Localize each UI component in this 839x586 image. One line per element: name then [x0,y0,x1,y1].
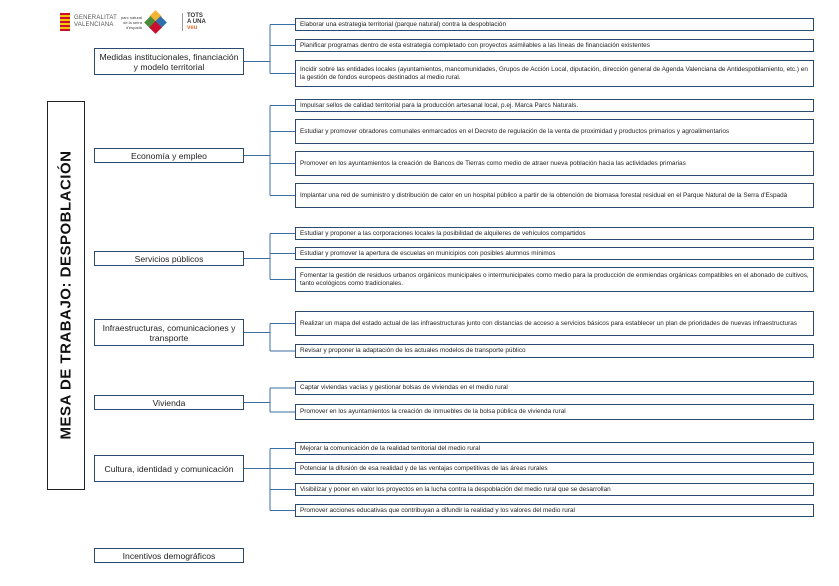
action-item-text: Captar viviendas vacías y gestionar bolsas de viviendas en el medio rural [300,384,508,392]
generalitat-logo [60,10,117,34]
action-item [295,39,814,52]
action-item [295,247,814,260]
action-item-text: Realizar un mapa del estado actual de las infraestructuras junto con distancias de acceso a servicios básicos para establecer un plan de prioridades de nuevas infraestructuras [300,319,797,327]
category-label: Medidas institucionales, financiación y modelo territorial [99,51,239,72]
action-item-text: Mejorar la comunicación de la realidad territorial del medio rural [300,444,481,452]
action-item-text: Impulsar sellos de calidad territorial para la producción artesanal local, p.ej. Marca Parcs Naturals. [300,101,579,109]
action-item-text: Planificar programas dentro de esta estrategia completado con proyectos asimilables a las líneas de financiación existentes [300,41,650,49]
category-box-medidas [94,48,244,75]
category-label: Cultura, identidad y comunicación [104,463,234,474]
category-box-incentivos [94,548,244,563]
action-item-text: Elaborar una estrategia territorial (parque natural) contra la despoblación [300,20,507,28]
action-item [295,119,814,144]
action-item [295,18,814,31]
action-item-text: Promover acciones educativas que contribuyan a difundir la realidad y los valores del medio rural [300,506,575,514]
tots-line2: A UNA [187,19,206,25]
action-item [295,183,814,208]
category-box-economia [94,148,244,163]
action-item [295,267,814,292]
vertical-title: MESA DE TRABAJO: DESPOBLACIÓN [57,150,75,440]
parc-natural-emblem-icon [145,11,167,33]
action-item [295,381,814,395]
parc-line1: parc natural [120,14,142,20]
action-item-text: Estudiar y proponer a las corporaciones locales la posibilidad de alquileres de vehículos compartidos [300,229,586,237]
action-item-text: Promover en los ayuntamientos la creación de Bancos de Tierras como medio de atraer nueva población hacia las actividades primarias [300,159,686,167]
category-box-infraestructuras [94,319,244,346]
generalitat-flag-icon [60,13,70,31]
action-item [295,462,814,475]
tots-a-una-veu-logo [182,10,206,34]
action-item [295,483,814,496]
action-item [295,442,814,455]
generalitat-line2: VALENCIANA [74,22,114,28]
action-item-text: Incidir sobre las entidades locales (ayuntamientos, mancomunidades, Grupos de Acción Local, diputación, dirección general de Agenda Valenciana de Antidespoblamiento, etc.) en la gestión de fondos europeos destinados al medio rural. [300,66,808,81]
category-label: Servicios públicos [134,253,204,264]
action-item-text: Implantar una red de suministro y distribución de calor en un hospital público a partir de la obtención de biomasa forestal residual en el Parque Natural de la Serra d'Espadà [300,191,788,199]
action-item [295,227,814,240]
parc-line2: de la serra [123,19,142,25]
generalitat-line1: GENERALITAT [74,15,117,21]
action-item [295,344,814,358]
action-item-text: Revisar y proponer la adaptación de los actuales modelos de transporte público [300,347,526,355]
tots-line3: veu [187,25,198,31]
action-item [295,151,814,176]
action-item [295,404,814,420]
action-item-text: Promover en los ayuntamientos la creación de inmuebles de la bolsa pública de vivienda rural [300,408,566,416]
tots-line1: TOTS [187,13,203,19]
category-label: Infraestructuras, comunicaciones y transporte [102,322,236,343]
action-item-text: Estudiar y promover obradores comunales enmarcados en el Decreto de regulación de la venta de proximidad y productos primarios y agroalimentarios [300,127,730,135]
parc-natural-logo [120,10,167,34]
action-item [295,311,814,336]
action-item-text: Fomentar la gestión de residuos urbanos orgánicos municipales o intermunicipales como medio para la producción de enmiendas orgánicas compatibles en el abonado de cultivos, tanto ecológicos como tradicionales. [300,272,809,287]
category-label: Economía y empleo [131,150,207,161]
category-box-servicios [94,251,244,266]
parc-line3: d'espadà [125,24,142,30]
category-box-cultura [94,455,244,482]
category-label: Vivienda [152,397,186,408]
category-box-vivienda [94,395,244,410]
action-item-text: Potenciar la difusión de esa realidad y de las ventajas competitivas de las áreas rurales [300,464,548,472]
action-item [295,60,814,87]
action-item-text: Visibilizar y poner en valor los proyectos en la lucha contra la despoblación del medio rural que se desarrollan [300,485,611,493]
action-item [295,99,814,112]
action-item [295,504,814,517]
action-item-text: Estudiar y promover la apertura de escuelas en municipios con posibles alumnos mínimos [300,249,556,257]
category-label: Incentivos demográficos [122,550,216,561]
